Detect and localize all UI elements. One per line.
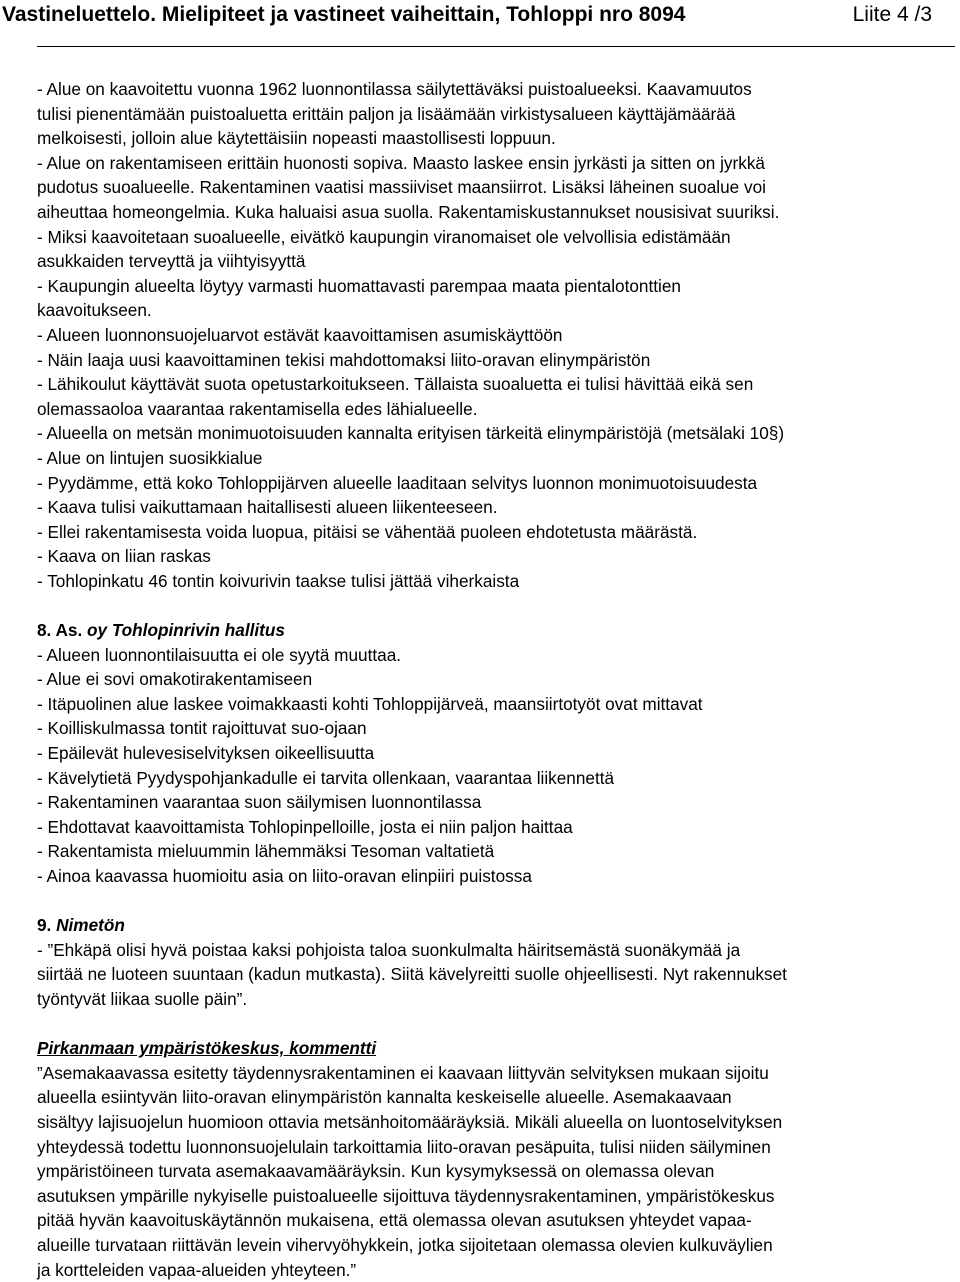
section-heading-8 (37, 618, 959, 643)
text-line: aiheuttaa homeongelmia. Kuka haluaisi asua suolla. Rakentamiskustannukset nousisivat suuriksi. (37, 200, 959, 225)
text-line: - Ehdottavat kaavoittamista Tohlopinpelloille, josta ei niin paljon haittaa (37, 815, 959, 840)
text-line: melkoisesti, jolloin alue käytettäisiin nopeasti maastollisesti loppuun. (37, 126, 959, 151)
text-line: alueille turvataan riittävän levein vihervyöhykkein, jotka sijoitetaan olemassa olevien kulkuväylien (37, 1233, 959, 1258)
text-line: - Näin laaja uusi kaavoittaminen tekisi mahdottomaksi liito-oravan elinympäristön (37, 348, 959, 373)
text-line: pitää hyvän kaavoituskäytännön mukaisena, että olemassa olevan asutuksen yhteydet vapaa- (37, 1208, 959, 1233)
text-line: - Lähikoulut käyttävät suota opetustarkoitukseen. Tällaista suoaluetta ei tulisi hävittää eikä sen (37, 372, 959, 397)
section-heading-pirkanmaa: Pirkanmaan ympäristökeskus, kommentti (37, 1036, 959, 1061)
text-line: - Tohlopinkatu 46 tontin koivurivin taakse tulisi jättää viherkaista (37, 569, 959, 594)
text-line: työntyvät liikaa suolle päin”. (37, 987, 959, 1012)
text-line: - Kaava on liian raskas (37, 544, 959, 569)
header-rule (37, 46, 955, 47)
section-number: 9. (37, 915, 51, 935)
text-line: - Kaupungin alueelta löytyy varmasti huomattavasti parempaa maata pientalotonttien (37, 274, 959, 299)
text-line: - Pyydämme, että koko Tohloppijärven alueelle laaditaan selvitys luonnon monimuotoisuudesta (37, 471, 959, 496)
text-line: - ”Ehkäpä olisi hyvä poistaa kaksi pohjoista taloa suonkulmalta häiritsemästä suonäkymää ja (37, 938, 959, 963)
text-line: alueella esiintyvän liito-oravan elinympäristön kannalta keskeiselle alueelle. Asemakaavaan (37, 1085, 959, 1110)
text-line: - Alueen luonnonsuojeluarvot estävät kaavoittamisen asumiskäyttöön (37, 323, 959, 348)
document-body (37, 77, 959, 1282)
text-line: - Miksi kaavoitetaan suoalueelle, eivätkö kaupungin viranomaiset ole velvollisia edistämään (37, 225, 959, 250)
text-line: - Itäpuolinen alue laskee voimakkaasti kohti Tohloppijärveä, maansiirtotyöt ovat mittavat (37, 692, 959, 717)
text-line: pudotus suoalueelle. Rakentaminen vaatisi massiiviset maansiirrot. Lisäksi läheinen suoalue voi (37, 175, 959, 200)
text-line: - Koilliskulmassa tontit rajoittuvat suo-ojaan (37, 716, 959, 741)
text-line: - Alue on lintujen suosikkialue (37, 446, 959, 471)
text-line: asutuksen ympärille nykyiselle puistoalueelle sijoittuva täydennysrakentaminen, ympäristökeskus (37, 1184, 959, 1209)
text-line: - Alueella on metsän monimuotoisuuden kannalta erityisen tärkeitä elinympäristöjä (metsälaki 10§) (37, 421, 959, 446)
text-line: ”Asemakaavassa esitetty täydennysrakentaminen ei kaavaan liittyvän selvityksen mukaan sijoitu (37, 1061, 959, 1086)
page-header (0, 0, 960, 32)
text-line: - Rakentaminen vaarantaa suon säilymisen luonnontilassa (37, 790, 959, 815)
text-line: - Alue on rakentamiseen erittäin huonosti sopiva. Maasto laskee ensin jyrkästi ja sitten on jyrkkä (37, 151, 959, 176)
text-line: tulisi pienentämään puistoaluetta erittäin paljon ja lisäämään virkistysalueen käyttäjämäärää (37, 102, 959, 127)
text-line: - Alue on kaavoitettu vuonna 1962 luonnontilassa säilytettäväksi puistoalueeksi. Kaavamuutos (37, 77, 959, 102)
text-line: - Ellei rakentamisesta voida luopua, pitäisi se vähentää puoleen ehdotetusta määrästä. (37, 520, 959, 545)
spacer (37, 889, 959, 914)
text-line: siirtää ne luoteen suuntaan (kadun mutkasta). Siitä kävelyreitti suolle ohjeellisesti. Nyt rakennukset (37, 962, 959, 987)
text-line: ja kortteleiden vapaa-alueiden yhteyteen.” (37, 1258, 959, 1282)
text-line: kaavoitukseen. (37, 298, 959, 323)
document-title: Vastineluettelo. Mielipiteet ja vastineet vaiheittain, Tohloppi nro 8094 (2, 1, 685, 29)
text-line: ympäristöineen turvata asemakaavamääräyksin. Kun kysymyksessä on olemassa olevan (37, 1159, 959, 1184)
text-line: sisältyy lajisuojelun huomioon ottavia metsänhoitomääräyksiä. Mikäli alueella on luontoselvityksen (37, 1110, 959, 1135)
text-line: yhteydessä todettu luonnonsuojelulain tarkoittamia liito-oravan pesäpuita, tulisi niiden säilyminen (37, 1135, 959, 1160)
text-line: - Epäilevät hulevesiselvityksen oikeellisuutta (37, 741, 959, 766)
section-heading-9 (37, 913, 959, 938)
section-title: oy Tohlopinrivin hallitus (82, 620, 285, 640)
text-line: - Alue ei sovi omakotirakentamiseen (37, 667, 959, 692)
text-line: - Kaava tulisi vaikuttamaan haitallisesti alueen liikenteeseen. (37, 495, 959, 520)
spacer (37, 1012, 959, 1037)
text-line: - Rakentamista mieluummin lähemmäksi Tesoman valtatietä (37, 839, 959, 864)
page-number: Liite 4 /3 (853, 1, 932, 29)
section-title: Nimetön (51, 915, 125, 935)
text-line: asukkaiden terveyttä ja viihtyisyyttä (37, 249, 959, 274)
spacer (37, 593, 959, 618)
text-line: - Ainoa kaavassa huomioitu asia on liito-oravan elinpiiri puistossa (37, 864, 959, 889)
text-line: - Alueen luonnontilaisuutta ei ole syytä muuttaa. (37, 643, 959, 668)
section-number: 8. As. (37, 620, 82, 640)
text-line: olemassaoloa vaarantaa rakentamisella edes lähialueelle. (37, 397, 959, 422)
text-line: - Kävelytietä Pyydyspohjankadulle ei tarvita ollenkaan, vaarantaa liikennettä (37, 766, 959, 791)
